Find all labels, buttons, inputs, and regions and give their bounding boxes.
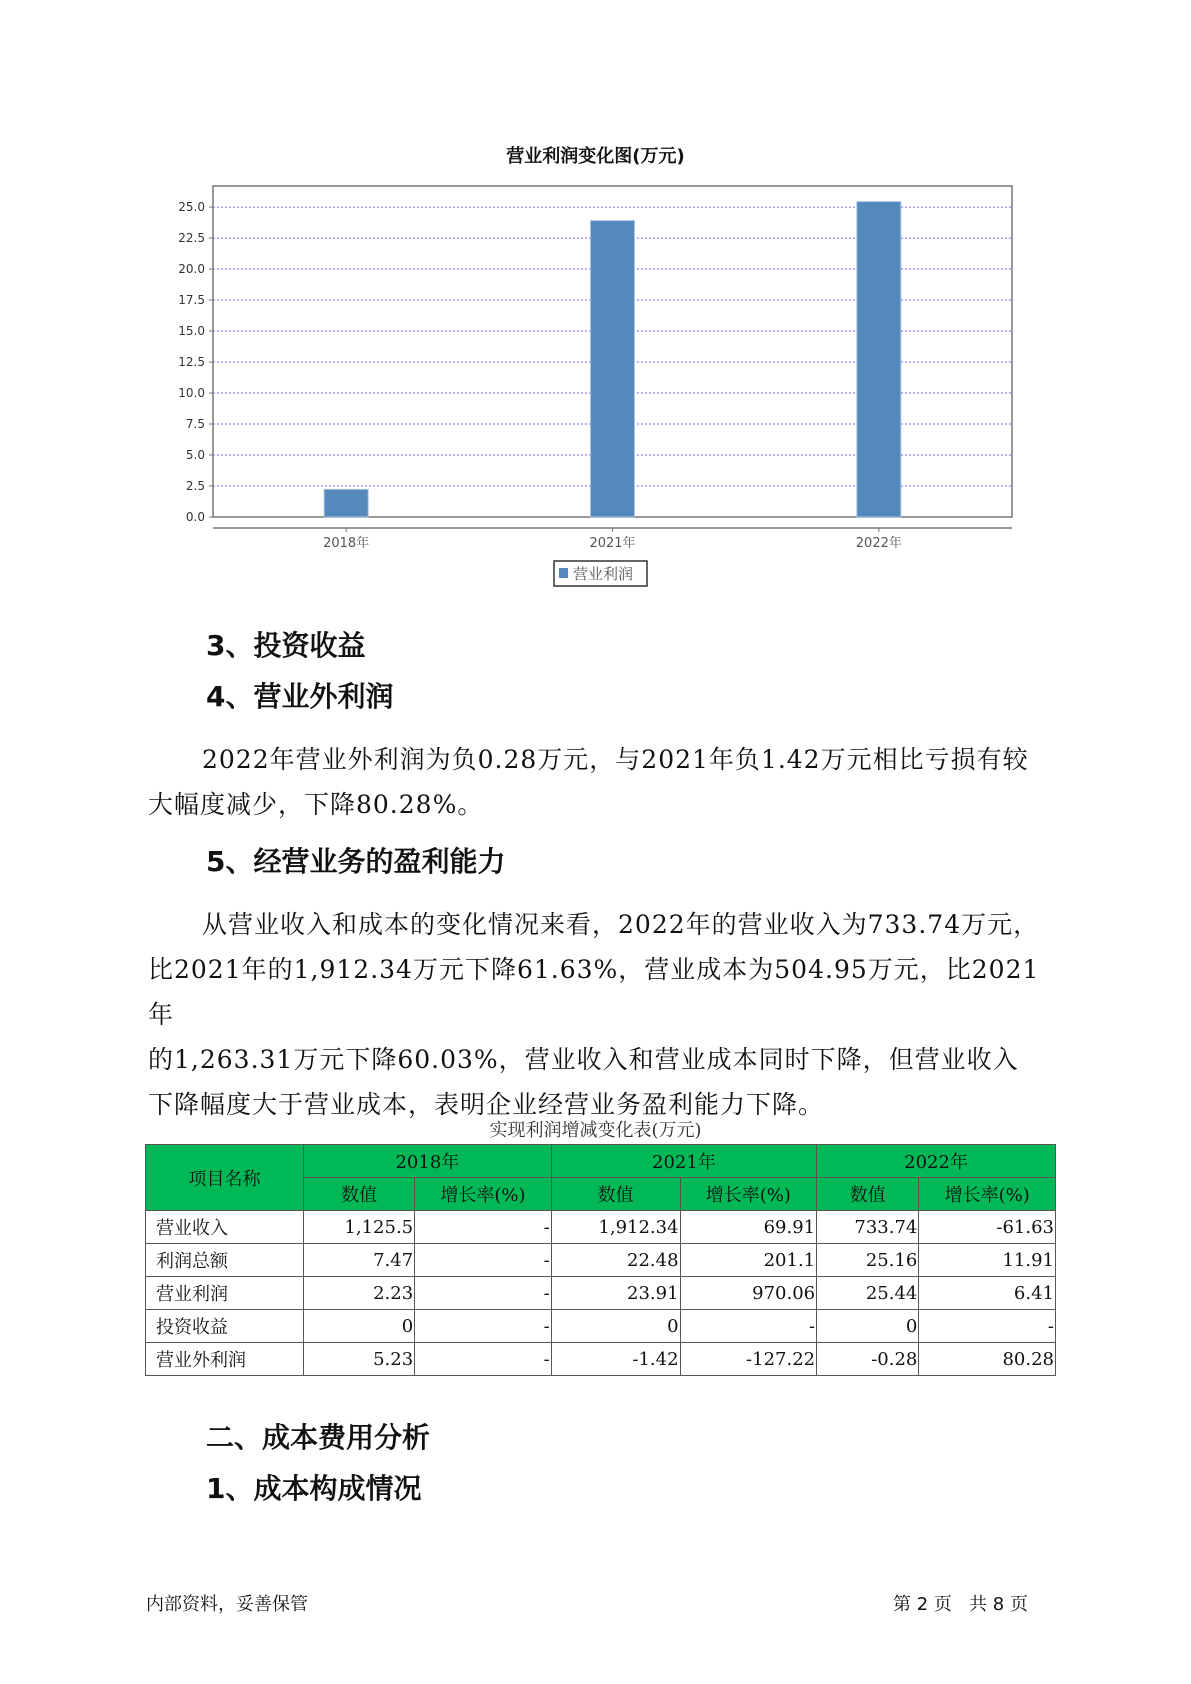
line: 比2021年的1,912.34万元下降61.63%，营业成本为504.95万元，比2021年 [148,955,1040,1029]
cell-value: -0.28 [817,1343,919,1376]
table-row [146,1310,1056,1343]
table-row [146,1211,1056,1244]
y-tick-label: 7.5 [185,417,205,432]
row-label: 营业收入 [146,1211,304,1244]
header-growth: 增长率(%) [415,1178,552,1211]
cell-value: -1.42 [551,1343,680,1376]
cell-value: -61.63 [919,1211,1056,1244]
row-label: 营业利润 [146,1277,304,1310]
y-tick-label: 20.0 [178,262,205,277]
cell-value: 970.06 [680,1277,817,1310]
line: 下降幅度大于营业成本，表明企业经营业务盈利能力下降。 [148,1090,825,1119]
cell-value: - [415,1244,552,1277]
cell-value: 25.16 [817,1244,919,1277]
heading-cost-structure: 1、成本构成情况 [206,1472,422,1505]
legend-swatch [559,568,568,578]
header-item-name: 项目名称 [146,1145,304,1211]
cell-value: 201.1 [680,1244,817,1277]
y-tick-label: 25.0 [178,200,205,215]
bar [857,202,901,517]
cell-value: 1,912.34 [551,1211,680,1244]
table-title: 实现利润增减变化表(万元) [489,1120,702,1141]
cell-value: 0 [551,1310,680,1343]
cell-value: - [415,1277,552,1310]
row-label: 利润总额 [146,1244,304,1277]
bar-chart [0,0,1191,600]
line: 的1,263.31万元下降60.03%，营业收入和营业成本同时下降，但营业收入 [148,1045,1019,1074]
cell-value: 80.28 [919,1343,1056,1376]
header-value: 数值 [817,1178,919,1211]
cell-value: 11.91 [919,1244,1056,1277]
line: 大幅度减少，下降80.28%。 [148,790,484,819]
cell-value: - [680,1310,817,1343]
heading-profitability: 5、经营业务的盈利能力 [206,845,506,878]
line: 从营业收入和成本的变化情况来看，2022年的营业收入为733.74万元， [202,910,1040,939]
heading-investment-income: 3、投资收益 [206,629,366,662]
cell-value: 1,125.5 [304,1211,415,1244]
x-tick-label: 2022年 [855,536,902,551]
chart-title: 营业利润变化图(万元) [506,146,685,167]
row-label: 投资收益 [146,1310,304,1343]
header-year: 2018年 [304,1145,552,1178]
heading-cost-analysis: 二、成本费用分析 [206,1421,431,1454]
x-tick-label: 2021年 [589,536,636,551]
header-growth: 增长率(%) [680,1178,817,1211]
paragraph-profitability [148,902,1048,1127]
cell-value: - [415,1310,552,1343]
table-row [146,1244,1056,1277]
header-year: 2021年 [551,1145,816,1178]
table-row [146,1343,1056,1376]
profit-change-table [145,1144,1056,1376]
y-tick-label: 17.5 [178,293,205,308]
y-tick-label: 12.5 [178,355,205,370]
bar [324,489,368,517]
cell-value: - [415,1343,552,1376]
y-tick-label: 22.5 [178,231,205,246]
cell-value: 0 [304,1310,415,1343]
cell-value: 5.23 [304,1343,415,1376]
y-tick-label: 5.0 [185,448,205,463]
cell-value: -127.22 [680,1343,817,1376]
header-value: 数值 [304,1178,415,1211]
legend-label: 营业利润 [573,565,634,583]
paragraph-non-operating [148,737,1048,827]
y-tick-label: 2.5 [185,479,205,494]
heading-non-operating-profit: 4、营业外利润 [206,680,394,713]
cell-value: - [919,1310,1056,1343]
y-tick-label: 15.0 [178,324,205,339]
header-growth: 增长率(%) [919,1178,1056,1211]
line: 2022年营业外利润为负0.28万元，与2021年负1.42万元相比亏损有较 [202,745,1029,774]
header-value: 数值 [551,1178,680,1211]
y-tick-label: 10.0 [178,386,205,401]
row-label: 营业外利润 [146,1343,304,1376]
header-year: 2022年 [817,1145,1056,1178]
cell-value: 22.48 [551,1244,680,1277]
page-number: 第 2 页 共 8 页 [893,1594,1028,1615]
cell-value: 733.74 [817,1211,919,1244]
cell-value: 6.41 [919,1277,1056,1310]
cell-value: 0 [817,1310,919,1343]
y-tick-label: 0.0 [185,510,205,524]
cell-value: - [415,1211,552,1244]
footer-confidential: 内部资料，妥善保管 [146,1594,308,1615]
table-row [146,1277,1056,1310]
cell-value: 69.91 [680,1211,817,1244]
x-tick-label: 2018年 [323,536,370,551]
cell-value: 7.47 [304,1244,415,1277]
cell-value: 23.91 [551,1277,680,1310]
bar [591,221,635,517]
cell-value: 25.44 [817,1277,919,1310]
cell-value: 2.23 [304,1277,415,1310]
